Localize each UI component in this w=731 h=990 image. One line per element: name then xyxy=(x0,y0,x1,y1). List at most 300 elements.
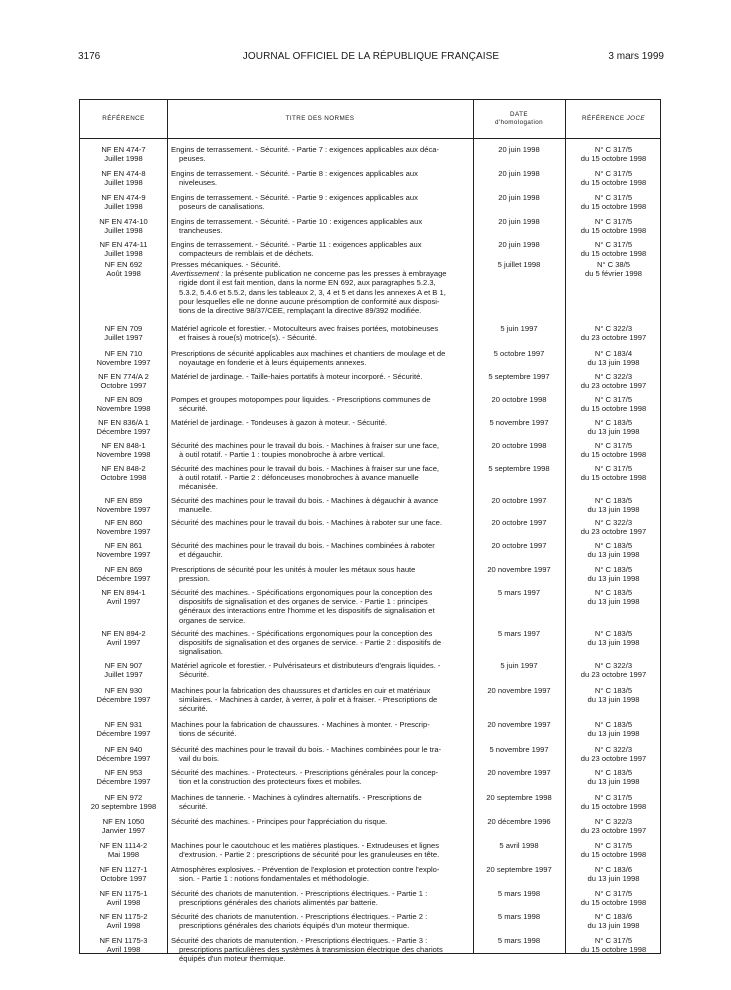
reference-line: Novembre 1998 xyxy=(96,450,151,460)
reference-line: NF EN 894-2 xyxy=(101,629,146,638)
joce-line: N° C 183/5 xyxy=(594,418,633,427)
reference-line: Décembre 1997 xyxy=(96,777,151,787)
reference-cell xyxy=(80,841,167,859)
title-line: poseurs de canalisations. xyxy=(179,202,265,212)
joce-line: du 13 juin 1998 xyxy=(587,505,640,515)
joce-line: N° C 317/5 xyxy=(594,395,633,404)
joce-line: N° C 317/5 xyxy=(594,936,633,945)
joce-line: du 15 octobre 1998 xyxy=(580,202,647,212)
reference-line: Avril 1997 xyxy=(106,638,141,648)
title-line: Sécurité des machines pour le travail du bois. - Machines à raboter sur une face. xyxy=(171,518,442,527)
reference-line: NF EN 1175-3 xyxy=(99,936,148,945)
title-line: Sécurité. xyxy=(179,670,209,680)
joce-reference-cell xyxy=(565,629,662,647)
title-line: Sécurité des machines pour le travail du bois. - Machines combinées à raboter xyxy=(171,541,435,550)
reference-line: NF EN 1175-1 xyxy=(99,889,148,898)
joce-line: du 13 juin 1998 xyxy=(587,777,640,787)
title-line: Sécurité des machines pour le travail du bois. - Machines à dégauchir à avance xyxy=(171,496,439,505)
joce-line: du 13 juin 1998 xyxy=(587,550,640,560)
column-header-joce-italic: JOCE xyxy=(626,115,645,122)
title-line: Matériel agricole et forestier. - Motoculteurs avec fraises portées, motobineuses xyxy=(171,324,439,333)
homologation-date: 5 avril 1998 xyxy=(499,841,539,850)
joce-reference-cell xyxy=(565,169,662,187)
joce-line: du 13 juin 1998 xyxy=(587,921,640,931)
title-line: Sécurité des chariots de manutention. - Prescriptions électriques. - Partie 2 : xyxy=(171,912,428,921)
joce-reference-cell xyxy=(565,260,662,278)
reference-cell xyxy=(80,936,167,954)
title-text xyxy=(171,565,466,583)
reference-line: NF EN 1114-2 xyxy=(99,841,148,850)
standards-table xyxy=(79,99,661,964)
title-text xyxy=(171,464,466,492)
homologation-date: 5 mars 1997 xyxy=(497,588,541,597)
joce-reference-cell xyxy=(565,240,662,258)
reference-line: NF EN 474-10 xyxy=(99,217,148,226)
joce-reference-cell xyxy=(565,395,662,413)
homologation-date: 20 novembre 1997 xyxy=(487,686,551,695)
title-line: d'extrusion. - Partie 2 : prescriptions de sécurité pour les granuleuses en tête. xyxy=(179,850,440,860)
joce-line: N° C 317/5 xyxy=(594,169,633,178)
column-header-date xyxy=(473,100,565,138)
reference-line: Novembre 1997 xyxy=(96,527,151,537)
title-cell xyxy=(171,541,466,559)
joce-line: N° C 183/5 xyxy=(594,720,633,729)
joce-line: du 13 juin 1998 xyxy=(587,358,640,368)
joce-line: du 13 juin 1998 xyxy=(587,427,640,437)
title-text xyxy=(171,629,466,657)
title-line: Machines pour la fabrication de chaussures. - Machines à monter. - Prescrip- xyxy=(171,720,430,729)
joce-line: du 15 octobre 1998 xyxy=(580,154,647,164)
reference-line: Décembre 1997 xyxy=(96,574,151,584)
title-text xyxy=(171,518,466,527)
reference-line: Avril 1998 xyxy=(106,921,141,931)
reference-line: Décembre 1997 xyxy=(96,427,151,437)
joce-line: N° C 183/5 xyxy=(594,768,633,777)
homologation-date: 5 juillet 1998 xyxy=(497,260,541,269)
reference-line: NF EN 710 xyxy=(104,349,143,358)
reference-line: Juillet 1997 xyxy=(104,670,143,680)
joce-line: N° C 317/5 xyxy=(594,793,633,802)
title-line: Matériel de jardinage. - Taille-haies portatifs à moteur incorporé. - Sécurité. xyxy=(171,372,423,381)
joce-reference-cell xyxy=(565,889,662,907)
joce-line: N° C 322/3 xyxy=(594,518,633,527)
warning-line: tions de la directive 98/37/CEE, remplaçant la directive 89/392 modifiée. xyxy=(179,306,422,316)
joce-line: N° C 322/3 xyxy=(594,661,633,670)
title-line: Sécurité des machines pour le travail du bois. - Machines à fraiser sur une face, xyxy=(171,464,440,473)
reference-line: NF EN 848-1 xyxy=(101,441,146,450)
title-line: peuses. xyxy=(179,154,206,164)
title-line: Engins de terrassement. - Sécurité. - Partie 11 : exigences applicables aux xyxy=(171,240,422,249)
title-text xyxy=(171,936,466,964)
reference-line: Juillet 1997 xyxy=(104,333,143,343)
title-line: et dégauchir. xyxy=(179,550,223,560)
title-cell xyxy=(171,745,466,763)
reference-line: NF EN 860 xyxy=(104,518,143,527)
column-header-titre: TITRE DES NORMES xyxy=(285,115,355,122)
title-cell xyxy=(171,817,466,826)
title-line: signalisation. xyxy=(179,647,223,657)
title-line: à outil rotatif. - Partie 2 : défonceuses monobroches à avance manuelle xyxy=(179,473,419,483)
title-cell xyxy=(171,661,466,679)
reference-line: NF EN 809 xyxy=(104,395,143,404)
joce-line: N° C 317/5 xyxy=(594,464,633,473)
title-line: Sécurité des machines. - Spécifications ergonomiques pour la conception des xyxy=(171,629,433,638)
title-line: tion et la construction des protecteurs fixes et mobiles. xyxy=(179,777,362,787)
reference-line: NF EN 972 xyxy=(104,793,143,802)
title-cell xyxy=(171,372,466,381)
title-cell xyxy=(171,441,466,459)
joce-reference-cell xyxy=(565,145,662,163)
title-text xyxy=(171,541,466,559)
warning-note xyxy=(171,269,466,315)
homologation-date: 5 mars 1998 xyxy=(497,889,541,898)
reference-line: NF EN 474-9 xyxy=(101,193,146,202)
reference-line: NF EN 848-2 xyxy=(101,464,146,473)
title-cell xyxy=(171,936,466,964)
title-line: trancheuses. xyxy=(179,226,223,236)
homologation-date: 20 octobre 1997 xyxy=(491,541,547,550)
title-cell xyxy=(171,464,466,492)
reference-line: Janvier 1997 xyxy=(101,826,146,836)
title-line: similaires. - Machines à carder, à verrer, à polir et à fraiser. - Prescriptions de xyxy=(179,695,438,705)
title-cell xyxy=(171,720,466,738)
title-line: Atmosphères explosives. - Prévention de l'explosion et protection contre l'explo- xyxy=(171,865,440,874)
title-text xyxy=(171,395,466,413)
title-text xyxy=(171,793,466,811)
joce-reference-cell xyxy=(565,817,662,835)
joce-line: du 15 octobre 1998 xyxy=(580,450,647,460)
title-cell xyxy=(171,193,466,211)
warning-line: pour lesquelles elle ne donne aucune présomption de conformité aux disposi- xyxy=(179,296,440,306)
homologation-date: 5 septembre 1997 xyxy=(488,372,550,381)
title-line: manuelle. xyxy=(179,505,212,515)
title-line: Sécurité des chariots de manutention. - Prescriptions électriques. - Partie 3 : xyxy=(171,936,428,945)
title-cell xyxy=(171,240,466,258)
journal-title: JOURNAL OFFICIEL DE LA RÉPUBLIQUE FRANÇAISE xyxy=(242,51,500,62)
title-text xyxy=(171,768,466,786)
reference-cell xyxy=(80,912,167,930)
joce-reference-cell xyxy=(565,793,662,811)
joce-line: N° C 38/5 xyxy=(596,260,630,269)
reference-cell xyxy=(80,260,167,278)
title-cell xyxy=(171,686,466,714)
joce-reference-cell xyxy=(565,865,662,883)
reference-line: Octobre 1998 xyxy=(100,473,147,483)
title-text xyxy=(171,145,466,163)
homologation-date: 20 juin 1998 xyxy=(498,169,540,178)
joce-line: du 23 octobre 1997 xyxy=(580,754,647,764)
reference-line: NF EN 907 xyxy=(104,661,143,670)
reference-cell xyxy=(80,349,167,367)
reference-line: Décembre 1997 xyxy=(96,754,151,764)
joce-reference-cell xyxy=(565,193,662,211)
title-cell xyxy=(171,169,466,187)
reference-cell xyxy=(80,720,167,738)
reference-line: Avril 1997 xyxy=(106,597,141,607)
homologation-date: 20 juin 1998 xyxy=(498,145,540,154)
reference-line: NF EN 894-1 xyxy=(101,588,146,597)
joce-line: N° C 183/6 xyxy=(594,865,633,874)
joce-reference-cell xyxy=(565,720,662,738)
reference-cell xyxy=(80,395,167,413)
reference-line: NF EN 940 xyxy=(104,745,143,754)
title-cell xyxy=(171,145,466,163)
joce-line: du 13 juin 1998 xyxy=(587,574,640,584)
joce-reference-cell xyxy=(565,217,662,235)
reference-line: Octobre 1997 xyxy=(100,874,147,884)
title-line: Pompes et groupes motopompes pour liquides. - Prescriptions communes de xyxy=(171,395,431,404)
reference-line: NF EN 861 xyxy=(104,541,143,550)
title-cell xyxy=(171,768,466,786)
homologation-date: 20 juin 1998 xyxy=(498,217,540,226)
title-text xyxy=(171,217,466,235)
reference-cell xyxy=(80,541,167,559)
title-text xyxy=(171,745,466,763)
title-text xyxy=(171,865,466,883)
homologation-date: 5 octobre 1997 xyxy=(493,349,545,358)
title-cell xyxy=(171,565,466,583)
title-line: Machines pour la fabrication des chaussures et d'articles en cuir et matériaux xyxy=(171,686,431,695)
title-cell xyxy=(171,629,466,657)
joce-reference-cell xyxy=(565,686,662,704)
homologation-date: 20 octobre 1998 xyxy=(491,441,547,450)
warning-line: rigide dont il est fait mention, dans la norme EN 692, aux paragraphes 5.2.3, xyxy=(179,278,436,288)
title-line: prescriptions particulières des systèmes à transmission électrique des chariots xyxy=(179,945,443,955)
reference-cell xyxy=(80,588,167,606)
homologation-date: 5 juin 1997 xyxy=(500,661,538,670)
title-line: dispositifs de signalisation et des organes de service. - Partie 1 : principes xyxy=(179,597,428,607)
column-header-joce-prefix: RÉFÉRENCE xyxy=(582,115,627,122)
title-line: vail du bois. xyxy=(179,754,220,764)
homologation-date: 20 octobre 1997 xyxy=(491,518,547,527)
column-divider xyxy=(167,100,168,953)
joce-line: N° C 322/3 xyxy=(594,817,633,826)
joce-line: N° C 183/5 xyxy=(594,629,633,638)
reference-cell xyxy=(80,889,167,907)
title-line: niveleuses. xyxy=(179,178,217,188)
title-cell xyxy=(171,217,466,235)
joce-reference-cell xyxy=(565,588,662,606)
joce-line: du 15 octobre 1998 xyxy=(580,945,647,955)
title-text xyxy=(171,889,466,907)
joce-line: N° C 317/5 xyxy=(594,217,633,226)
reference-cell xyxy=(80,441,167,459)
warning-label: Avertissement : xyxy=(171,269,224,279)
reference-line: NF EN 930 xyxy=(104,686,143,695)
homologation-date: 20 juin 1998 xyxy=(498,193,540,202)
joce-line: du 23 octobre 1997 xyxy=(580,670,647,680)
title-text xyxy=(171,418,466,427)
reference-line: NF EN 1050 xyxy=(102,817,145,826)
joce-line: du 13 juin 1998 xyxy=(587,729,640,739)
reference-cell xyxy=(80,145,167,163)
reference-cell xyxy=(80,565,167,583)
title-cell xyxy=(171,418,466,427)
column-header-reference: RÉFÉRENCE xyxy=(102,115,145,122)
joce-line: du 15 octobre 1998 xyxy=(580,249,647,259)
title-line: dispositifs de signalisation et des organes de service. - Partie 2 : dispositifs de xyxy=(179,638,442,648)
title-text xyxy=(171,661,466,679)
reference-cell xyxy=(80,817,167,835)
reference-line: Août 1998 xyxy=(106,269,141,279)
joce-reference-cell xyxy=(565,541,662,559)
title-line: Engins de terrassement. - Sécurité. - Partie 7 : exigences applicables aux déca- xyxy=(171,145,440,154)
joce-line: N° C 317/5 xyxy=(594,441,633,450)
title-cell xyxy=(171,912,466,930)
joce-reference-cell xyxy=(565,768,662,786)
title-line: Sécurité des machines. - Spécifications ergonomiques pour la conception des xyxy=(171,588,433,597)
title-line: prescriptions générales des chariots équipés d'un moteur thermique. xyxy=(179,921,410,931)
reference-cell xyxy=(80,464,167,482)
title-line: Sécurité des machines pour le travail du bois. - Machines combinées pour le tra- xyxy=(171,745,442,754)
joce-line: du 13 juin 1998 xyxy=(587,874,640,884)
homologation-date: 5 septembre 1998 xyxy=(488,464,550,473)
joce-line: du 13 juin 1998 xyxy=(587,597,640,607)
joce-line: N° C 317/5 xyxy=(594,841,633,850)
reference-cell xyxy=(80,372,167,390)
title-cell xyxy=(171,395,466,413)
reference-cell xyxy=(80,768,167,786)
title-line: Sécurité des chariots de manutention. - Prescriptions électriques. - Partie 1 : xyxy=(171,889,428,898)
title-line: Matériel agricole et forestier. - Pulvérisateurs et distributeurs d'engrais liquides. - xyxy=(171,661,441,670)
homologation-date: 20 octobre 1998 xyxy=(491,395,547,404)
reference-cell xyxy=(80,518,167,536)
title-cell xyxy=(171,324,466,342)
warning-line: 5.3.2, 5.4.6 et 5.5.2, dans les tableaux 2, 3, 4 et 5 et dans les annexes A et B 1, xyxy=(179,287,446,297)
reference-line: Juillet 1998 xyxy=(104,226,143,236)
homologation-date: 20 décembre 1996 xyxy=(487,817,551,826)
page-number: 3176 xyxy=(78,51,101,62)
joce-line: du 23 octobre 1997 xyxy=(580,826,647,836)
joce-line: N° C 183/5 xyxy=(594,541,633,550)
column-header-joce xyxy=(565,100,662,138)
warning-line: la présente publication ne concerne pas les presses à embrayage xyxy=(225,269,447,279)
title-line: Machines de tannerie. - Machines à cylindres alternatifs. - Prescriptions de xyxy=(171,793,422,802)
title-cell xyxy=(171,588,466,625)
joce-reference-cell xyxy=(565,661,662,679)
reference-cell xyxy=(80,793,167,811)
title-line: pression. xyxy=(179,574,210,584)
joce-line: du 23 octobre 1997 xyxy=(580,381,647,391)
title-cell xyxy=(171,349,466,367)
title-text xyxy=(171,817,466,826)
joce-line: N° C 183/4 xyxy=(594,349,633,358)
reference-line: Avril 1998 xyxy=(106,945,141,955)
reference-cell xyxy=(80,661,167,679)
joce-line: du 13 juin 1998 xyxy=(587,638,640,648)
homologation-date: 20 novembre 1997 xyxy=(487,768,551,777)
title-line: sion. - Partie 1 : notions fondamentales et méthodologie. xyxy=(179,874,369,884)
reference-line: NF EN 836/A 1 xyxy=(98,418,149,427)
title-cell xyxy=(171,260,466,315)
column-header-date-line1: DATE xyxy=(510,111,528,118)
title-line: Engins de terrassement. - Sécurité. - Partie 8 : exigences applicables aux xyxy=(171,169,418,178)
joce-reference-cell xyxy=(565,496,662,514)
title-cell xyxy=(171,865,466,883)
reference-line: NF EN 1127-1 xyxy=(99,865,148,874)
reference-line: Novembre 1998 xyxy=(96,404,151,414)
joce-reference-cell xyxy=(565,936,662,954)
reference-cell xyxy=(80,865,167,883)
reference-line: Juillet 1998 xyxy=(104,202,143,212)
title-line: équipés d'un moteur thermique. xyxy=(179,954,286,964)
joce-line: du 23 octobre 1997 xyxy=(580,333,647,343)
reference-cell xyxy=(80,240,167,258)
homologation-date: 5 juin 1997 xyxy=(500,324,538,333)
homologation-date: 20 septembre 1998 xyxy=(486,793,552,802)
title-line: Sécurité des machines pour le travail du bois. - Machines à fraiser sur une face, xyxy=(171,441,440,450)
reference-line: Novembre 1997 xyxy=(96,358,151,368)
reference-cell xyxy=(80,324,167,342)
joce-line: N° C 183/5 xyxy=(594,588,633,597)
reference-line: NF EN 692 xyxy=(104,260,143,269)
joce-line: du 13 juin 1998 xyxy=(587,695,640,705)
title-text xyxy=(171,912,466,930)
reference-line: NF EN 859 xyxy=(104,496,143,505)
joce-line: N° C 183/5 xyxy=(594,686,633,695)
joce-reference-cell xyxy=(565,841,662,859)
issue-date: 3 mars 1999 xyxy=(608,51,664,62)
reference-cell xyxy=(80,686,167,704)
title-text xyxy=(171,324,466,342)
reference-cell xyxy=(80,217,167,235)
column-header-date-line2: d'homologation xyxy=(494,119,544,126)
joce-line: du 15 octobre 1998 xyxy=(580,404,647,414)
homologation-date: 5 mars 1998 xyxy=(497,936,541,945)
joce-reference-cell xyxy=(565,324,662,342)
title-text xyxy=(171,686,466,714)
title-line: Presses mécaniques. - Sécurité. xyxy=(171,260,281,269)
title-line: Matériel de jardinage. - Tondeuses à gazon à moteur. - Sécurité. xyxy=(171,418,387,427)
reference-line: NF EN 474-7 xyxy=(101,145,146,154)
joce-reference-cell xyxy=(565,372,662,390)
homologation-date: 5 mars 1997 xyxy=(497,629,541,638)
title-line: à outil rotatif. - Partie 1 : toupies monobroche à arbre vertical. xyxy=(179,450,385,460)
title-line: Sécurité des machines. - Principes pour l'appréciation du risque. xyxy=(171,817,388,826)
title-cell xyxy=(171,841,466,859)
joce-reference-cell xyxy=(565,464,662,482)
reference-line: Novembre 1997 xyxy=(96,550,151,560)
joce-line: N° C 322/3 xyxy=(594,372,633,381)
joce-line: N° C 183/5 xyxy=(594,496,633,505)
title-line: Engins de terrassement. - Sécurité. - Partie 9 : exigences applicables aux xyxy=(171,193,418,202)
joce-line: N° C 183/6 xyxy=(594,912,633,921)
reference-line: NF EN 474-8 xyxy=(101,169,146,178)
title-cell xyxy=(171,496,466,514)
title-text xyxy=(171,841,466,859)
reference-line: Mai 1998 xyxy=(107,850,140,860)
title-cell xyxy=(171,793,466,811)
title-line: noyautage en fonderie et à leurs équipements annexes. xyxy=(179,358,367,368)
joce-line: N° C 183/5 xyxy=(594,565,633,574)
joce-reference-cell xyxy=(565,518,662,536)
title-text xyxy=(171,441,466,459)
reference-line: Juillet 1998 xyxy=(104,178,143,188)
joce-reference-cell xyxy=(565,441,662,459)
reference-cell xyxy=(80,496,167,514)
title-text xyxy=(171,496,466,514)
joce-line: du 15 octobre 1998 xyxy=(580,178,647,188)
title-text xyxy=(171,193,466,211)
homologation-date: 20 juin 1998 xyxy=(498,240,540,249)
reference-cell xyxy=(80,745,167,763)
joce-line: du 5 février 1998 xyxy=(585,269,642,279)
title-line: Engins de terrassement. - Sécurité. - Partie 10 : exigences applicables aux xyxy=(171,217,423,226)
joce-line: du 15 octobre 1998 xyxy=(580,802,647,812)
reference-line: NF EN 709 xyxy=(104,324,143,333)
reference-cell xyxy=(80,193,167,211)
joce-line: N° C 317/5 xyxy=(594,193,633,202)
